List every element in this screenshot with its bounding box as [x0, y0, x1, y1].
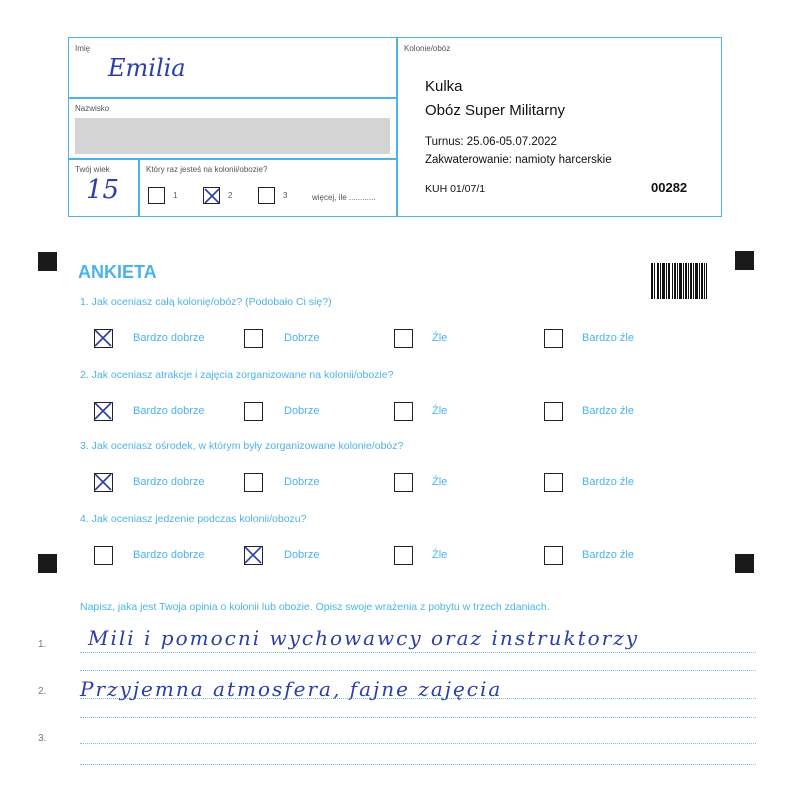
opinion-line-number-3: 3.	[38, 733, 47, 744]
opinion-line-number-1: 1.	[38, 639, 47, 650]
question-2-option-label-2: Dobrze	[284, 405, 320, 417]
cross-mark-icon	[92, 400, 114, 422]
question-3-checkbox-3[interactable]	[394, 473, 413, 492]
question-4-option-label-4: Bardzo źle	[582, 549, 634, 561]
question-4-checkbox-4[interactable]	[544, 546, 563, 565]
question-3-option-label-4: Bardzo źle	[582, 476, 634, 488]
question-3-checkbox-4[interactable]	[544, 473, 563, 492]
question-4-option-label-3: Źle	[432, 549, 448, 561]
last-name-label: Nazwisko	[75, 104, 110, 113]
question-3-checkbox-1[interactable]	[94, 473, 113, 492]
question-1-option-label-3: Źle	[432, 332, 448, 344]
cross-mark-icon	[242, 544, 264, 566]
question-4-checkbox-1[interactable]	[94, 546, 113, 565]
first-name-label: Imię	[75, 44, 91, 53]
opinion-answer-2[interactable]: Przyjemna atmosfera, fajne zajęcia	[80, 677, 503, 701]
header-divider-vertical	[396, 37, 398, 217]
question-1-option-label-1: Bardzo dobrze	[133, 332, 205, 344]
barcode-icon	[651, 263, 707, 299]
visit-count-option-1: 1	[173, 191, 178, 200]
question-4-checkbox-2[interactable]	[244, 546, 263, 565]
visit-count-checkbox-1[interactable]	[148, 187, 165, 204]
visit-count-label: Który raz jesteś na kolonii/obozie?	[146, 165, 268, 174]
question-1-checkbox-2[interactable]	[244, 329, 263, 348]
question-1-option-label-4: Bardzo źle	[582, 332, 634, 344]
registration-marker-top-left	[38, 252, 57, 271]
age-label: Twój wiek	[75, 165, 110, 174]
visit-count-option-2: 2	[228, 191, 233, 200]
cross-mark-icon	[201, 185, 223, 207]
visit-count-option-3: 3	[283, 191, 288, 200]
question-3-checkbox-2[interactable]	[244, 473, 263, 492]
visit-count-checkbox-3[interactable]	[258, 187, 275, 204]
survey-title: ANKIETA	[78, 262, 157, 282]
camp-subtitle: Obóz Super Militarny	[425, 102, 566, 119]
opinion-line-number-2: 2.	[38, 686, 47, 697]
question-2-option-label-4: Bardzo źle	[582, 405, 634, 417]
question-1-option-label-2: Dobrze	[284, 332, 320, 344]
camp-code: KUH 01/07/1	[425, 183, 486, 195]
question-1-checkbox-4[interactable]	[544, 329, 563, 348]
question-2-option-label-3: Źle	[432, 405, 448, 417]
question-1-checkbox-1[interactable]	[94, 329, 113, 348]
last-name-redacted	[75, 118, 390, 154]
question-4-option-label-2: Dobrze	[284, 549, 320, 561]
question-2-checkbox-1[interactable]	[94, 402, 113, 421]
opinion-line-3b	[80, 764, 756, 765]
camp-name: Kulka	[425, 78, 463, 95]
question-3-option-label-2: Dobrze	[284, 476, 320, 488]
registration-marker-bottom-left	[38, 554, 57, 573]
opinion-line-3	[80, 743, 756, 744]
question-2-checkbox-3[interactable]	[394, 402, 413, 421]
camp-label: Kolonie/obóz	[404, 44, 451, 53]
visit-count-more: więcej, ile ............	[312, 193, 376, 202]
opinion-line-2b	[80, 717, 756, 718]
cross-mark-icon	[92, 327, 114, 349]
age-value[interactable]: 15	[86, 175, 120, 205]
question-2-checkbox-2[interactable]	[244, 402, 263, 421]
question-1-text: 1. Jak oceniasz całą kolonię/obóz? (Podobało Ci się?)	[80, 296, 332, 308]
question-3-text: 3. Jak oceniasz ośrodek, w którym były zorganizowane kolonie/obóz?	[80, 440, 404, 452]
question-3-option-label-1: Bardzo dobrze	[133, 476, 205, 488]
question-4-text: 4. Jak oceniasz jedzenie podczas kolonii/obozu?	[80, 513, 307, 525]
opinion-line-1	[80, 652, 756, 653]
camp-term: Turnus: 25.06-05.07.2022	[425, 136, 557, 148]
cross-mark-icon	[92, 471, 114, 493]
opinion-answer-1[interactable]: Mili i pomocni wychowawcy oraz instruktorzy	[88, 626, 640, 650]
question-2-checkbox-4[interactable]	[544, 402, 563, 421]
question-4-option-label-1: Bardzo dobrze	[133, 549, 205, 561]
question-2-text: 2. Jak oceniasz atrakcje i zajęcia zorganizowane na kolonii/obozie?	[80, 369, 394, 381]
question-3-option-label-3: Źle	[432, 476, 448, 488]
visit-count-checkbox-2[interactable]	[203, 187, 220, 204]
camp-accommodation: Zakwaterowanie: namioty harcerskie	[425, 154, 612, 166]
question-2-option-label-1: Bardzo dobrze	[133, 405, 205, 417]
form-number: 00282	[651, 180, 688, 195]
first-name-value[interactable]: Emilia	[108, 54, 186, 82]
question-1-checkbox-3[interactable]	[394, 329, 413, 348]
header-divider-age-vertical	[138, 158, 140, 217]
registration-marker-top-right	[735, 251, 754, 270]
registration-marker-bottom-right	[735, 554, 754, 573]
opinion-prompt: Napisz, jaka jest Twoja opinia o kolonii lub obozie. Opisz swoje wrażenia z pobytu w trzech zdaniach.	[80, 601, 550, 613]
question-4-checkbox-3[interactable]	[394, 546, 413, 565]
opinion-line-1b	[80, 670, 756, 671]
header-divider-name	[68, 97, 397, 99]
header-divider-age	[68, 158, 397, 160]
